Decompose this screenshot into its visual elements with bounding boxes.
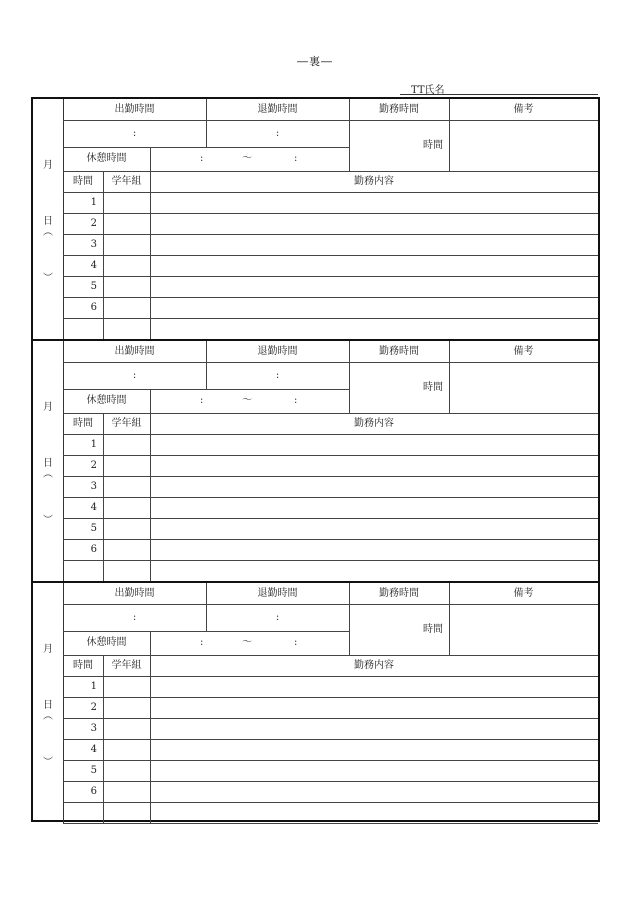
period-header: 時間 xyxy=(73,176,93,187)
break-time-input[interactable] xyxy=(150,631,349,655)
period-number: 5 xyxy=(90,765,97,776)
grade-class-input[interactable] xyxy=(103,560,150,581)
grade-class-input[interactable] xyxy=(103,318,150,339)
work-content-header: 勤務内容 xyxy=(354,176,394,187)
month-label: 月 xyxy=(43,402,53,413)
period-number: 4 xyxy=(90,502,97,513)
grade-class-input[interactable] xyxy=(103,213,150,234)
period-number: 5 xyxy=(90,523,97,534)
day-block xyxy=(33,581,598,823)
remarks-input[interactable] xyxy=(449,120,598,171)
break-start-colon: : xyxy=(200,637,204,648)
period-number: 1 xyxy=(90,439,97,450)
grid-line xyxy=(63,823,598,824)
work-content-input[interactable] xyxy=(150,213,598,234)
end-time-input[interactable]: : xyxy=(275,612,280,623)
break-tilde: 〜 xyxy=(242,637,252,648)
hours-unit-label: 時間 xyxy=(423,140,443,151)
start-time-header: 出勤時間 xyxy=(114,346,155,357)
break-time-input[interactable] xyxy=(150,389,349,413)
break-start-colon: : xyxy=(200,395,204,406)
grade-class-input[interactable] xyxy=(103,192,150,213)
page-title: ―裏― xyxy=(297,55,333,68)
end-time-input[interactable]: : xyxy=(275,128,280,139)
end-time-header: 退勤時間 xyxy=(257,588,298,599)
period-header: 時間 xyxy=(73,660,93,671)
month-label: 月 xyxy=(43,644,53,655)
grade-class-input[interactable] xyxy=(103,518,150,539)
work-hours-input[interactable] xyxy=(349,362,449,413)
period-number: 3 xyxy=(90,239,97,250)
day-label: 日 xyxy=(43,216,53,227)
work-content-input[interactable] xyxy=(150,255,598,276)
break-tilde: 〜 xyxy=(242,395,252,406)
grade-class-input[interactable] xyxy=(103,234,150,255)
grade-class-input[interactable] xyxy=(103,455,150,476)
grade-class-input[interactable] xyxy=(103,276,150,297)
end-time-header: 退勤時間 xyxy=(257,346,298,357)
period-number: 2 xyxy=(90,702,97,713)
period-number: 2 xyxy=(90,218,97,229)
work-content-input[interactable] xyxy=(150,802,598,823)
tt-name-field[interactable] xyxy=(400,81,598,95)
grade-class-input[interactable] xyxy=(103,802,150,823)
paren-open-label: ︵ xyxy=(43,711,53,722)
work-content-input[interactable] xyxy=(150,781,598,802)
period-number xyxy=(63,560,97,581)
start-time-input[interactable]: : xyxy=(132,612,137,623)
remarks-header: 備考 xyxy=(513,104,534,115)
work-content-input[interactable] xyxy=(150,276,598,297)
paren-open-label: ︵ xyxy=(43,469,53,480)
grade-class-input[interactable] xyxy=(103,718,150,739)
work-content-input[interactable] xyxy=(150,539,598,560)
work-content-input[interactable] xyxy=(150,455,598,476)
start-time-input[interactable]: : xyxy=(132,128,137,139)
break-time-label: 休憩時間 xyxy=(86,395,127,406)
work-hours-header: 勤務時間 xyxy=(379,346,419,357)
work-content-input[interactable] xyxy=(150,676,598,697)
period-header: 時間 xyxy=(73,418,93,429)
date-column xyxy=(33,583,64,823)
grade-class-input[interactable] xyxy=(103,434,150,455)
work-content-input[interactable] xyxy=(150,318,598,339)
break-time-input[interactable] xyxy=(150,147,349,171)
work-content-input[interactable] xyxy=(150,518,598,539)
grade-class-input[interactable] xyxy=(103,760,150,781)
grade-class-input[interactable] xyxy=(103,697,150,718)
start-time-header: 出勤時間 xyxy=(114,588,155,599)
work-hours-input[interactable] xyxy=(349,120,449,171)
day-block xyxy=(33,99,598,339)
day-label: 日 xyxy=(43,700,53,711)
month-label: 月 xyxy=(43,160,53,171)
paren-close-label: ︶ xyxy=(43,515,53,526)
paren-close-label: ︶ xyxy=(43,273,53,284)
work-content-input[interactable] xyxy=(150,760,598,781)
paren-close-label: ︶ xyxy=(43,757,53,768)
period-number xyxy=(63,802,97,823)
break-time-label: 休憩時間 xyxy=(86,153,127,164)
period-number: 3 xyxy=(90,481,97,492)
work-content-input[interactable] xyxy=(150,297,598,318)
end-time-header: 退勤時間 xyxy=(257,104,298,115)
grade-class-input[interactable] xyxy=(103,255,150,276)
period-number: 1 xyxy=(90,197,97,208)
grade-class-input[interactable] xyxy=(103,739,150,760)
break-time-label: 休憩時間 xyxy=(86,637,127,648)
period-number: 2 xyxy=(90,460,97,471)
grade-class-input[interactable] xyxy=(103,497,150,518)
timesheet-form xyxy=(31,97,600,822)
grade-class-input[interactable] xyxy=(103,676,150,697)
grade-class-header: 学年組 xyxy=(111,418,142,429)
work-content-header: 勤務内容 xyxy=(354,418,394,429)
break-end-colon: : xyxy=(294,395,298,406)
work-content-input[interactable] xyxy=(150,560,598,581)
day-label: 日 xyxy=(43,458,53,469)
period-number: 4 xyxy=(90,744,97,755)
period-number xyxy=(63,318,97,339)
remarks-header: 備考 xyxy=(513,588,534,599)
work-content-input[interactable] xyxy=(150,718,598,739)
break-tilde: 〜 xyxy=(242,153,252,164)
period-number: 1 xyxy=(90,681,97,692)
start-time-header: 出勤時間 xyxy=(114,104,155,115)
work-content-header: 勤務内容 xyxy=(354,660,394,671)
grade-class-header: 学年組 xyxy=(111,176,142,187)
period-number: 3 xyxy=(90,723,97,734)
work-content-input[interactable] xyxy=(150,476,598,497)
work-content-input[interactable] xyxy=(150,434,598,455)
work-content-input[interactable] xyxy=(150,697,598,718)
work-content-input[interactable] xyxy=(150,192,598,213)
hours-unit-label: 時間 xyxy=(423,624,443,635)
work-content-input[interactable] xyxy=(150,497,598,518)
remarks-input[interactable] xyxy=(449,604,598,655)
work-content-input[interactable] xyxy=(150,234,598,255)
period-number: 6 xyxy=(90,302,97,313)
hours-unit-label: 時間 xyxy=(423,382,443,393)
date-column xyxy=(33,99,64,339)
period-number: 4 xyxy=(90,260,97,271)
grade-class-input[interactable] xyxy=(103,539,150,560)
period-number: 5 xyxy=(90,281,97,292)
work-content-input[interactable] xyxy=(150,739,598,760)
paren-open-label: ︵ xyxy=(43,227,53,238)
date-column xyxy=(33,341,64,581)
period-number: 6 xyxy=(90,786,97,797)
remarks-input[interactable] xyxy=(449,362,598,413)
break-end-colon: : xyxy=(294,153,298,164)
work-hours-header: 勤務時間 xyxy=(379,104,419,115)
work-hours-input[interactable] xyxy=(349,604,449,655)
break-start-colon: : xyxy=(200,153,204,164)
period-number: 6 xyxy=(90,544,97,555)
end-time-input[interactable]: : xyxy=(275,370,280,381)
tt-name-label: TT氏名 xyxy=(411,85,445,96)
break-end-colon: : xyxy=(294,637,298,648)
grade-class-header: 学年組 xyxy=(111,660,142,671)
grade-class-input[interactable] xyxy=(103,297,150,318)
remarks-header: 備考 xyxy=(513,346,534,357)
work-hours-header: 勤務時間 xyxy=(379,588,419,599)
grade-class-input[interactable] xyxy=(103,781,150,802)
start-time-input[interactable]: : xyxy=(132,370,137,381)
day-block xyxy=(33,339,598,581)
grade-class-input[interactable] xyxy=(103,476,150,497)
